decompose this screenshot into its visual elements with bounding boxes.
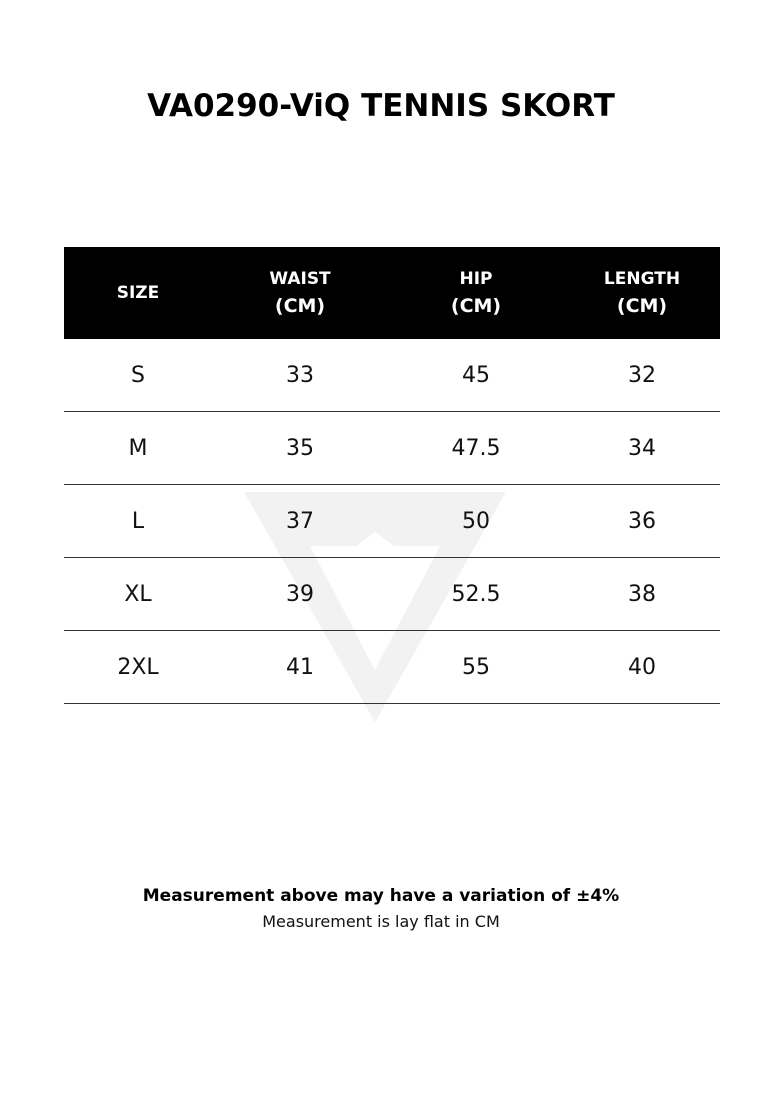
cell-length: 32 bbox=[564, 339, 720, 412]
cell-waist: 41 bbox=[212, 631, 388, 704]
cell-waist: 33 bbox=[212, 339, 388, 412]
cell-hip: 45 bbox=[388, 339, 564, 412]
cell-hip: 50 bbox=[388, 485, 564, 558]
cell-length: 36 bbox=[564, 485, 720, 558]
header-hip bbox=[388, 247, 564, 339]
table-row bbox=[64, 339, 720, 412]
cell-waist: 39 bbox=[212, 558, 388, 631]
cell-size: S bbox=[64, 339, 212, 412]
cell-length: 34 bbox=[564, 412, 720, 485]
cell-size: 2XL bbox=[64, 631, 212, 704]
header-label: WAIST bbox=[269, 269, 331, 289]
page-title: VA0290-ViQ TENNIS SKORT bbox=[147, 88, 615, 124]
cell-waist: 35 bbox=[212, 412, 388, 485]
size-chart-table bbox=[64, 247, 720, 704]
table-header-row bbox=[64, 247, 720, 339]
header-size bbox=[64, 247, 212, 339]
cell-size: M bbox=[64, 412, 212, 485]
cell-hip: 55 bbox=[388, 631, 564, 704]
cell-waist: 37 bbox=[212, 485, 388, 558]
header-label: LENGTH bbox=[603, 269, 681, 289]
cell-length: 40 bbox=[564, 631, 720, 704]
header-length bbox=[564, 247, 720, 339]
table-row bbox=[64, 631, 720, 704]
header-unit: (CM) bbox=[450, 295, 502, 317]
cell-hip: 52.5 bbox=[388, 558, 564, 631]
cell-size: L bbox=[64, 485, 212, 558]
variation-note: Measurement above may have a variation of ±4% bbox=[142, 886, 620, 906]
header-unit: (CM) bbox=[616, 295, 668, 317]
measurement-method-note: Measurement is lay flat in CM bbox=[262, 912, 500, 931]
table-row bbox=[64, 485, 720, 558]
cell-size: XL bbox=[64, 558, 212, 631]
table-row bbox=[64, 558, 720, 631]
cell-hip: 47.5 bbox=[388, 412, 564, 485]
header-unit: (CM) bbox=[274, 295, 326, 317]
header-waist bbox=[212, 247, 388, 339]
header-label: HIP bbox=[459, 269, 493, 289]
table-row bbox=[64, 412, 720, 485]
header-label: SIZE bbox=[116, 282, 160, 303]
cell-length: 38 bbox=[564, 558, 720, 631]
